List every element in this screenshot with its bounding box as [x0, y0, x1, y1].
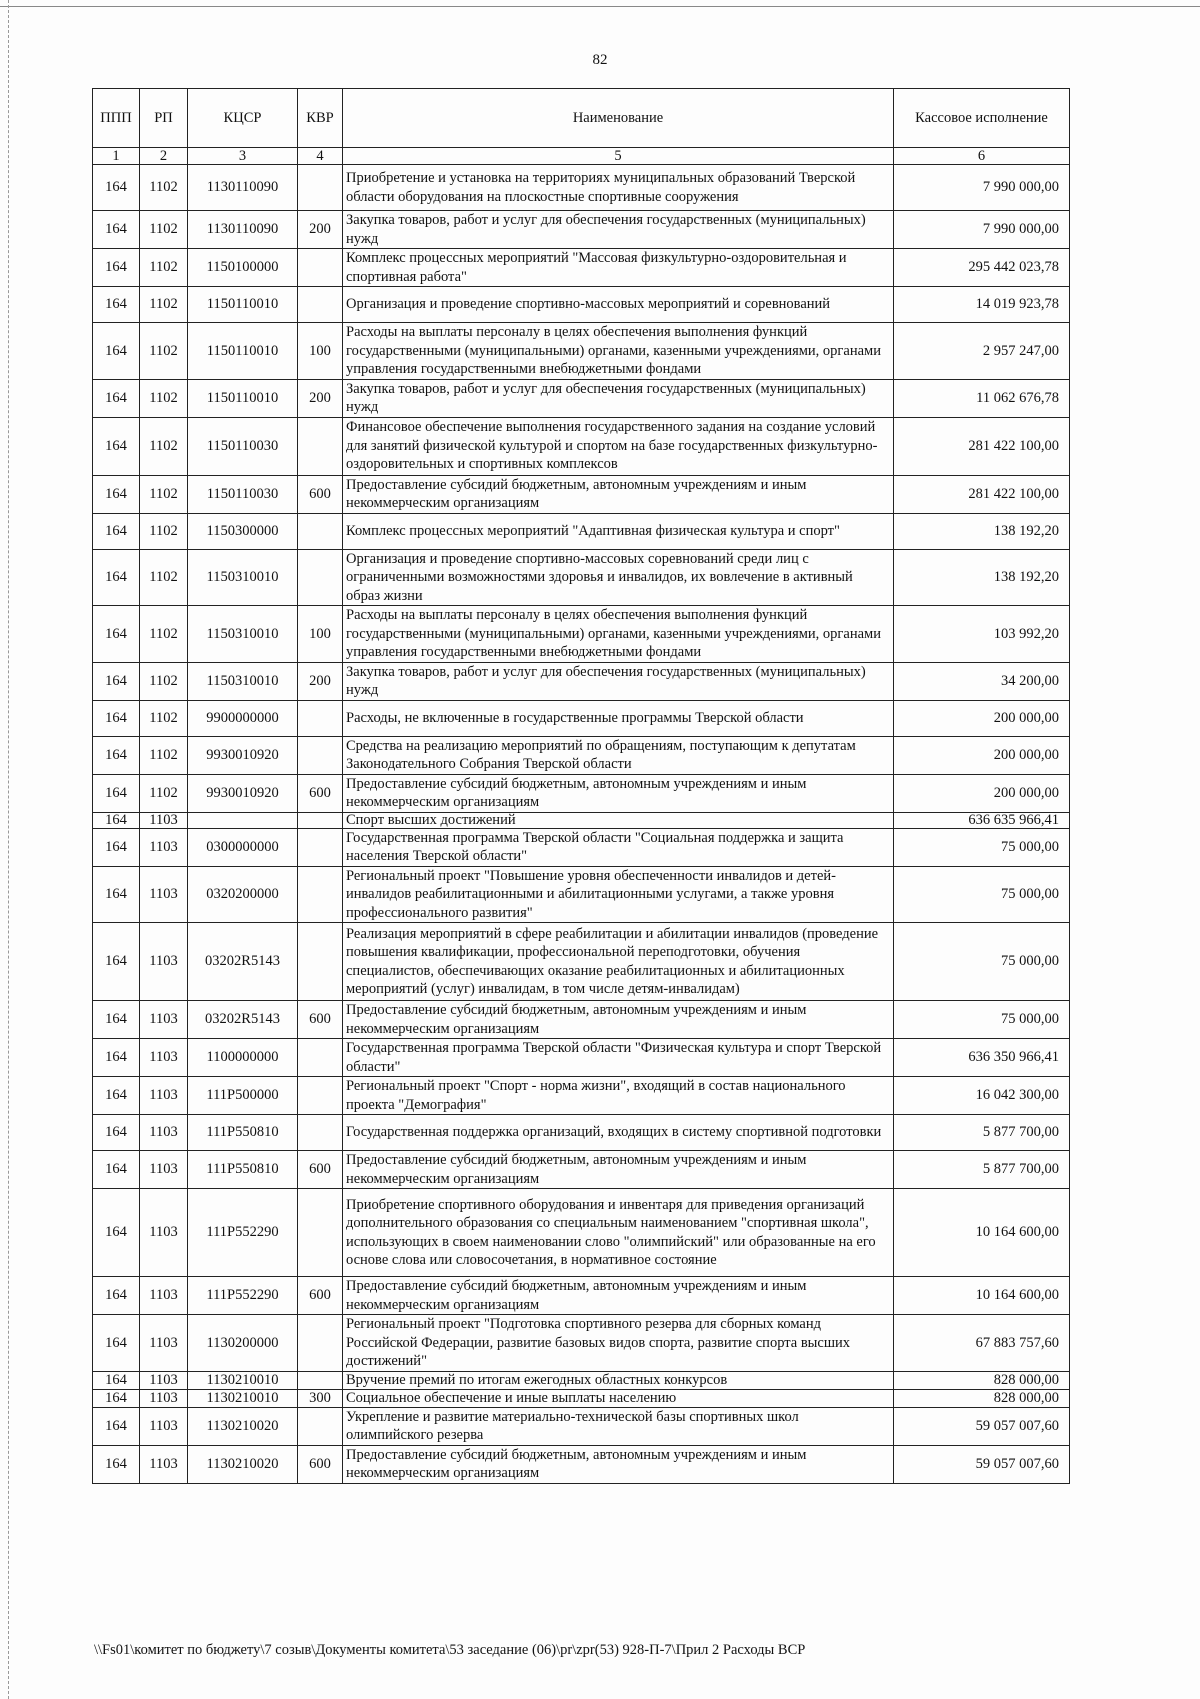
cell-kvr	[298, 165, 343, 211]
cell-ppp: 164	[93, 662, 140, 700]
table-row	[93, 662, 1070, 700]
cell-name: Предоставление субсидий бюджетным, автономным учреждениям и иным некоммерческим организациям	[343, 1445, 894, 1483]
cell-ppp: 164	[93, 812, 140, 828]
table-row	[93, 736, 1070, 774]
cell-kvr: 200	[298, 379, 343, 417]
cell-rp: 1102	[140, 700, 188, 736]
table-row	[93, 1277, 1070, 1315]
cell-name: Организация и проведение спортивно-массовых соревнований среди лиц с ограниченными возможностями здоровья и инвалидов, их вовлечение в активный образ жизни	[343, 549, 894, 606]
cell-amount: 11 062 676,78	[894, 379, 1070, 417]
cell-kvr: 100	[298, 323, 343, 380]
cell-name: Комплекс процессных мероприятий "Массовая физкультурно-оздоровительная и спортивная работа"	[343, 249, 894, 287]
cell-amount: 828 000,00	[894, 1371, 1070, 1389]
cell-ppp: 164	[93, 1389, 140, 1407]
table-row	[93, 1039, 1070, 1077]
cell-ppp: 164	[93, 1315, 140, 1372]
cell-rp: 1103	[140, 1189, 188, 1277]
cell-kcsr: 03202R5143	[188, 923, 298, 1001]
cell-amount: 138 192,20	[894, 513, 1070, 549]
cell-kcsr: 0320200000	[188, 866, 298, 923]
header-amount: Кассовое исполнение	[894, 89, 1070, 148]
cell-kcsr: 1150310010	[188, 606, 298, 663]
column-number: 4	[298, 148, 343, 165]
cell-kcsr: 9930010920	[188, 774, 298, 812]
cell-kcsr: 111P500000	[188, 1077, 298, 1115]
cell-name: Финансовое обеспечение выполнения государственного задания на создание условий для занятий физической культурой и спортом на базе государственных физкультурно-оздоровительных и спортивных комплексов	[343, 417, 894, 475]
cell-kcsr: 111P550810	[188, 1151, 298, 1189]
cell-kcsr: 1130210010	[188, 1371, 298, 1389]
cell-amount: 138 192,20	[894, 549, 1070, 606]
cell-kvr: 600	[298, 475, 343, 513]
table-row	[93, 211, 1070, 249]
cell-name: Закупка товаров, работ и услуг для обеспечения государственных (муниципальных) нужд	[343, 211, 894, 249]
cell-rp: 1102	[140, 549, 188, 606]
cell-name: Приобретение и установка на территориях муниципальных образований Тверской области оборудования на плоскостные спортивные сооружения	[343, 165, 894, 211]
cell-kvr: 600	[298, 774, 343, 812]
cell-rp: 1103	[140, 923, 188, 1001]
cell-kvr: 100	[298, 606, 343, 663]
cell-kvr	[298, 736, 343, 774]
cell-name: Предоставление субсидий бюджетным, автономным учреждениям и иным некоммерческим организациям	[343, 1151, 894, 1189]
cell-ppp: 164	[93, 1001, 140, 1039]
cell-amount: 75 000,00	[894, 1001, 1070, 1039]
table-row	[93, 700, 1070, 736]
scan-top-edge	[0, 6, 1200, 7]
expenditure-table	[92, 88, 1070, 1484]
cell-ppp: 164	[93, 549, 140, 606]
cell-kvr	[298, 1115, 343, 1151]
footer-file-path: \\Fs01\комитет по бюджету\7 созыв\Документы комитета\53 заседание (06)\pr\zpr(53) 928-П-7\Прил 2 Расходы ВСР	[94, 1642, 806, 1658]
cell-kvr	[298, 1371, 343, 1389]
table-row	[93, 1389, 1070, 1407]
header-row	[93, 89, 1070, 148]
table-row	[93, 1371, 1070, 1389]
cell-amount: 14 019 923,78	[894, 287, 1070, 323]
cell-kcsr: 1130110090	[188, 165, 298, 211]
table-row	[93, 1445, 1070, 1483]
cell-ppp: 164	[93, 1115, 140, 1151]
cell-amount: 103 992,20	[894, 606, 1070, 663]
cell-kcsr: 9900000000	[188, 700, 298, 736]
cell-ppp: 164	[93, 736, 140, 774]
expenditure-table-container	[92, 88, 1069, 1484]
table-row	[93, 1115, 1070, 1151]
table-row	[93, 923, 1070, 1001]
cell-kcsr: 111P552290	[188, 1189, 298, 1277]
cell-amount: 636 350 966,41	[894, 1039, 1070, 1077]
cell-rp: 1102	[140, 662, 188, 700]
cell-rp: 1102	[140, 379, 188, 417]
cell-name: Предоставление субсидий бюджетным, автономным учреждениям и иным некоммерческим организациям	[343, 475, 894, 513]
table-row	[93, 1315, 1070, 1372]
cell-rp: 1103	[140, 1151, 188, 1189]
cell-kvr: 200	[298, 211, 343, 249]
cell-amount: 75 000,00	[894, 923, 1070, 1001]
cell-kvr: 200	[298, 662, 343, 700]
page-number: 82	[592, 52, 608, 68]
cell-name: Реализация мероприятий в сфере реабилитации и абилитации инвалидов (проведение повышения квалификации, профессиональной переподготовки, обучения специалистов, обеспечивающих оказание реабилитационных и абилитационных мероприятий (услуг) инвалидам, в том числе детям-инвалидам)	[343, 923, 894, 1001]
table-row	[93, 417, 1070, 475]
cell-ppp: 164	[93, 1407, 140, 1445]
cell-amount: 200 000,00	[894, 736, 1070, 774]
cell-kvr	[298, 828, 343, 866]
cell-kvr	[298, 923, 343, 1001]
cell-ppp: 164	[93, 211, 140, 249]
cell-rp: 1103	[140, 828, 188, 866]
column-number: 2	[140, 148, 188, 165]
cell-rp: 1103	[140, 1077, 188, 1115]
cell-ppp: 164	[93, 287, 140, 323]
cell-kcsr: 1150310010	[188, 662, 298, 700]
cell-rp: 1103	[140, 1039, 188, 1077]
cell-name: Расходы на выплаты персоналу в целях обеспечения выполнения функций государственными (муниципальными) органами, казенными учреждениями, органами управления государственными внебюджетными фондами	[343, 606, 894, 663]
cell-name: Организация и проведение спортивно-массовых мероприятий и соревнований	[343, 287, 894, 323]
cell-ppp: 164	[93, 379, 140, 417]
cell-kvr	[298, 287, 343, 323]
cell-ppp: 164	[93, 828, 140, 866]
cell-name: Расходы, не включенные в государственные программы Тверской области	[343, 700, 894, 736]
table-body	[93, 165, 1070, 1484]
cell-kcsr: 1130210020	[188, 1445, 298, 1483]
cell-name: Комплекс процессных мероприятий "Адаптивная физическая культура и спорт"	[343, 513, 894, 549]
cell-kcsr: 1150100000	[188, 249, 298, 287]
cell-amount: 295 442 023,78	[894, 249, 1070, 287]
cell-amount: 200 000,00	[894, 774, 1070, 812]
cell-rp: 1103	[140, 1371, 188, 1389]
cell-kcsr: 9930010920	[188, 736, 298, 774]
cell-rp: 1102	[140, 287, 188, 323]
header-kcsr: КЦСР	[188, 89, 298, 148]
cell-name: Приобретение спортивного оборудования и инвентаря для приведения организаций дополнительного образования со специальным наименованием "спортивная школа", использующих в своем наименовании слово "олимпийский" или образованные на его основе слова или словосочетания, в нормативное состояние	[343, 1189, 894, 1277]
table-row	[93, 249, 1070, 287]
cell-rp: 1103	[140, 1001, 188, 1039]
cell-rp: 1102	[140, 249, 188, 287]
cell-ppp: 164	[93, 866, 140, 923]
cell-kvr: 300	[298, 1389, 343, 1407]
cell-ppp: 164	[93, 323, 140, 380]
table-row	[93, 866, 1070, 923]
table-row	[93, 1189, 1070, 1277]
table-row	[93, 774, 1070, 812]
table-row	[93, 287, 1070, 323]
cell-ppp: 164	[93, 1077, 140, 1115]
cell-kvr	[298, 549, 343, 606]
cell-rp: 1102	[140, 606, 188, 663]
cell-rp: 1102	[140, 736, 188, 774]
cell-kvr	[298, 1189, 343, 1277]
cell-kcsr: 1130110090	[188, 211, 298, 249]
cell-ppp: 164	[93, 417, 140, 475]
cell-rp: 1103	[140, 1445, 188, 1483]
cell-name: Расходы на выплаты персоналу в целях обеспечения выполнения функций государственными (муниципальными) органами, казенными учреждениями, органами управления государственными внебюджетными фондами	[343, 323, 894, 380]
cell-name: Предоставление субсидий бюджетным, автономным учреждениям и иным некоммерческим организациям	[343, 1277, 894, 1315]
column-number-row	[93, 148, 1070, 165]
cell-ppp: 164	[93, 1445, 140, 1483]
cell-amount: 636 635 966,41	[894, 812, 1070, 828]
cell-kvr	[298, 1315, 343, 1372]
cell-kvr	[298, 866, 343, 923]
cell-kvr	[298, 513, 343, 549]
cell-amount: 75 000,00	[894, 866, 1070, 923]
cell-name: Вручение премий по итогам ежегодных областных конкурсов	[343, 1371, 894, 1389]
cell-kvr	[298, 812, 343, 828]
table-row	[93, 606, 1070, 663]
cell-ppp: 164	[93, 165, 140, 211]
cell-amount: 281 422 100,00	[894, 417, 1070, 475]
cell-kvr: 600	[298, 1277, 343, 1315]
cell-ppp: 164	[93, 1189, 140, 1277]
cell-rp: 1102	[140, 774, 188, 812]
cell-amount: 59 057 007,60	[894, 1407, 1070, 1445]
cell-amount: 200 000,00	[894, 700, 1070, 736]
cell-rp: 1102	[140, 211, 188, 249]
cell-kcsr: 1150110030	[188, 475, 298, 513]
cell-rp: 1102	[140, 323, 188, 380]
cell-amount: 10 164 600,00	[894, 1189, 1070, 1277]
cell-name: Укрепление и развитие материально-технической базы спортивных школ олимпийского резерва	[343, 1407, 894, 1445]
cell-kvr: 600	[298, 1001, 343, 1039]
cell-ppp: 164	[93, 249, 140, 287]
cell-ppp: 164	[93, 1371, 140, 1389]
cell-kcsr: 111P550810	[188, 1115, 298, 1151]
column-number: 3	[188, 148, 298, 165]
cell-kcsr: 1150300000	[188, 513, 298, 549]
cell-kvr	[298, 249, 343, 287]
cell-amount: 828 000,00	[894, 1389, 1070, 1407]
cell-amount: 75 000,00	[894, 828, 1070, 866]
table-row	[93, 513, 1070, 549]
table-row	[93, 1001, 1070, 1039]
cell-kcsr: 0300000000	[188, 828, 298, 866]
table-row	[93, 812, 1070, 828]
cell-kcsr: 1150310010	[188, 549, 298, 606]
cell-amount: 59 057 007,60	[894, 1445, 1070, 1483]
cell-kcsr: 1150110030	[188, 417, 298, 475]
cell-name: Предоставление субсидий бюджетным, автономным учреждениям и иным некоммерческим организациям	[343, 774, 894, 812]
cell-name: Предоставление субсидий бюджетным, автономным учреждениям и иным некоммерческим организациям	[343, 1001, 894, 1039]
table-row	[93, 828, 1070, 866]
cell-name: Государственная поддержка организаций, входящих в систему спортивной подготовки	[343, 1115, 894, 1151]
table-row	[93, 323, 1070, 380]
header-ppp: ППП	[93, 89, 140, 148]
cell-rp: 1102	[140, 417, 188, 475]
cell-name: Региональный проект "Спорт - норма жизни", входящий в состав национального проекта "Демография"	[343, 1077, 894, 1115]
cell-amount: 67 883 757,60	[894, 1315, 1070, 1372]
cell-rp: 1103	[140, 1277, 188, 1315]
table-row	[93, 1151, 1070, 1189]
cell-amount: 281 422 100,00	[894, 475, 1070, 513]
table-row	[93, 379, 1070, 417]
cell-kvr: 600	[298, 1151, 343, 1189]
cell-kcsr: 1150110010	[188, 379, 298, 417]
cell-kcsr: 1130210010	[188, 1389, 298, 1407]
cell-kcsr: 1150110010	[188, 287, 298, 323]
table-row	[93, 165, 1070, 211]
cell-rp: 1103	[140, 866, 188, 923]
cell-kcsr	[188, 812, 298, 828]
cell-ppp: 164	[93, 1277, 140, 1315]
cell-amount: 7 990 000,00	[894, 211, 1070, 249]
cell-amount: 7 990 000,00	[894, 165, 1070, 211]
cell-kcsr: 1150110010	[188, 323, 298, 380]
header-rp: РП	[140, 89, 188, 148]
column-number: 6	[894, 148, 1070, 165]
cell-name: Государственная программа Тверской области "Социальная поддержка и защита населения Тверской области"	[343, 828, 894, 866]
table-row	[93, 549, 1070, 606]
cell-name: Социальное обеспечение и иные выплаты населению	[343, 1389, 894, 1407]
cell-ppp: 164	[93, 513, 140, 549]
column-number: 1	[93, 148, 140, 165]
table-row	[93, 1407, 1070, 1445]
header-kvr: КВР	[298, 89, 343, 148]
cell-rp: 1103	[140, 1315, 188, 1372]
cell-name: Региональный проект "Подготовка спортивного резерва для сборных команд Российской Федерации, развитие базовых видов спорта, развитие спорта высших достижений"	[343, 1315, 894, 1372]
table-row	[93, 475, 1070, 513]
cell-name: Средства на реализацию мероприятий по обращениям, поступающим к депутатам Законодательного Собрания Тверской области	[343, 736, 894, 774]
cell-kvr	[298, 417, 343, 475]
table-row	[93, 1077, 1070, 1115]
cell-amount: 34 200,00	[894, 662, 1070, 700]
cell-amount: 2 957 247,00	[894, 323, 1070, 380]
cell-kvr	[298, 1407, 343, 1445]
cell-amount: 16 042 300,00	[894, 1077, 1070, 1115]
scan-left-edge	[8, 0, 9, 1699]
cell-name: Закупка товаров, работ и услуг для обеспечения государственных (муниципальных) нужд	[343, 379, 894, 417]
cell-ppp: 164	[93, 475, 140, 513]
cell-amount: 5 877 700,00	[894, 1151, 1070, 1189]
cell-ppp: 164	[93, 700, 140, 736]
cell-kcsr: 1130210020	[188, 1407, 298, 1445]
cell-name: Региональный проект "Повышение уровня обеспеченности инвалидов и детей-инвалидов реабилитационными и абилитационными услугами, а также уровня профессионального развития"	[343, 866, 894, 923]
cell-amount: 5 877 700,00	[894, 1115, 1070, 1151]
cell-rp: 1102	[140, 475, 188, 513]
cell-rp: 1103	[140, 812, 188, 828]
cell-name: Государственная программа Тверской области "Физическая культура и спорт Тверской области"	[343, 1039, 894, 1077]
cell-rp: 1103	[140, 1407, 188, 1445]
column-number: 5	[343, 148, 894, 165]
cell-ppp: 164	[93, 1039, 140, 1077]
cell-kcsr: 1100000000	[188, 1039, 298, 1077]
cell-ppp: 164	[93, 923, 140, 1001]
cell-kvr	[298, 1039, 343, 1077]
cell-amount: 10 164 600,00	[894, 1277, 1070, 1315]
cell-rp: 1103	[140, 1115, 188, 1151]
cell-kcsr: 1130200000	[188, 1315, 298, 1372]
cell-rp: 1102	[140, 513, 188, 549]
cell-ppp: 164	[93, 606, 140, 663]
cell-kvr: 600	[298, 1445, 343, 1483]
cell-name: Спорт высших достижений	[343, 812, 894, 828]
cell-kvr	[298, 700, 343, 736]
cell-rp: 1103	[140, 1389, 188, 1407]
cell-name: Закупка товаров, работ и услуг для обеспечения государственных (муниципальных) нужд	[343, 662, 894, 700]
cell-kvr	[298, 1077, 343, 1115]
header-name: Наименование	[343, 89, 894, 148]
cell-ppp: 164	[93, 1151, 140, 1189]
cell-rp: 1102	[140, 165, 188, 211]
cell-ppp: 164	[93, 774, 140, 812]
cell-kcsr: 03202R5143	[188, 1001, 298, 1039]
cell-kcsr: 111P552290	[188, 1277, 298, 1315]
